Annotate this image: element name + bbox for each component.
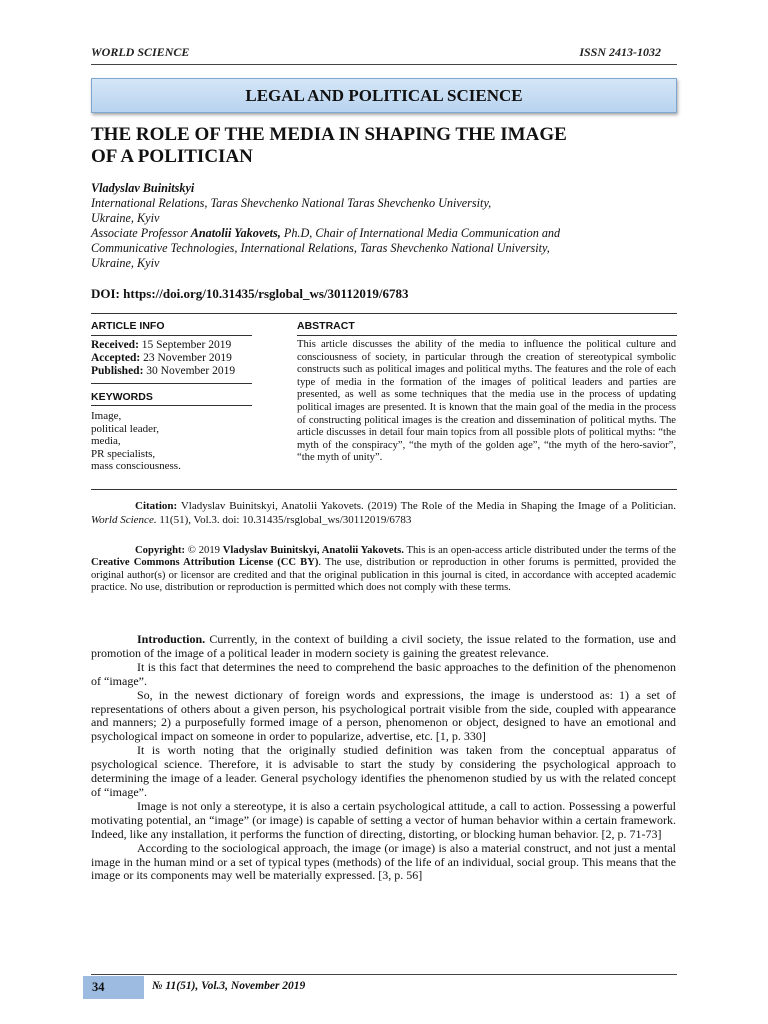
section-title: LEGAL AND POLITICAL SCIENCE — [245, 85, 523, 105]
intro-label: Introduction. — [137, 632, 206, 646]
copyright-holders: Vladyslav Buinitskyi, Anatolii Yakovets. — [222, 545, 404, 556]
keyword: Image, — [91, 410, 122, 422]
author-affiliation: Communicative Technologies, International Relations, Taras Shevchenko National University, — [91, 241, 550, 255]
page-number-box — [83, 976, 144, 999]
author-affiliation: International Relations, Taras Shevchenko National Taras Shevchenko University, — [91, 196, 492, 210]
issn: ISSN 2413-1032 — [579, 45, 661, 59]
paragraph: So, in the newest dictionary of foreign words and expressions, the image is understood as: 1) a set of representations of others about a given person, his psychological portrait visible from the side, coupled with appearance and manners; 2) a purposefully formed image of a person, phenomenon or object, designed to have an emotional and psychological impact on someone in order to popularize, advertise, etc. [1, p. 330] — [91, 687, 676, 744]
keyword: PR specialists, — [91, 447, 156, 460]
article-dates — [91, 339, 235, 378]
keyword: media, — [91, 435, 121, 447]
citation-text: Vladyslav Buinitskyi, Anatolii Yakovets. (2019) The Role of the Media in Shaping the Image of a Politician. — [177, 500, 676, 512]
copyright-year: © 2019 — [185, 545, 223, 556]
received-label: Received: — [91, 339, 139, 351]
author-affiliation: Ukraine, Kyiv — [91, 211, 160, 225]
footer-divider — [91, 974, 677, 975]
title-line: THE ROLE OF THE MEDIA IN SHAPING THE IMAGE — [91, 124, 567, 145]
article-body — [91, 633, 676, 883]
author-affiliation: Ukraine, Kyiv — [91, 256, 160, 270]
page-number: 34 — [92, 980, 105, 994]
abstract-text: This article discusses the ability of the media to influence the political culture and consciousness of society, in particular through the creation of stereotypical symbolic constructs such as political images and political myths. The features and the role of each type of media in the formation of the images of political leaders and parties are presented, as well as some techniques that the media use in the process of updating political images are presented. It is known that the main goal of the media in the process of constructing political images is the creation and dissemination of political myths. The article discusses in detail four main topics from all possible plots of political myths: “the myth of the conspiracy”, “the myth of the golden age”, “the myth of the hero-savior”, “the myth of unity”. — [297, 339, 676, 464]
copyright-notice — [91, 545, 676, 595]
paragraph-text: Currently, in the context of building a civil society, the issue related to the formation, use and promotion of the image of a political leader in modern society is gaining the greatest relevance. — [91, 632, 676, 660]
paragraph: It is this fact that determines the need to comprehend the basic approaches to the definition of the phenomenon of “image”. — [91, 659, 676, 688]
section-banner — [91, 78, 677, 113]
received-date: 15 September 2019 — [138, 339, 232, 351]
published-date: 30 November 2019 — [143, 365, 236, 377]
accepted-label: Accepted: — [91, 352, 141, 364]
license-name: Creative Commons Attribution License (CC BY) — [91, 557, 319, 569]
paragraph: According to the sociological approach, the image (or image) is also a material construct, and not just a mental image in the human mind or a set of typical types (methods) of the life of an individual, social group. This means that the image or its components may well be materially expressed. [3, p. 56] — [91, 840, 676, 883]
copyright-text: This is an open-access article distributed under the terms of the — [403, 545, 676, 556]
copyright-text: . The use, distribution or reproduction in other forums is permitted, provided the original author(s) or licensor are credited and that the original publication in this journal is cited, in accordance with accepted academic practice. No use, distribution or reproduction is permitted which does not comply with these terms. — [91, 557, 676, 594]
info-top-divider — [91, 313, 677, 314]
citation-rest: 11(51), Vol.3. doi: 10.31435/rsglobal_ws/30112019/6783 — [156, 513, 412, 526]
article-info-heading: ARTICLE INFO — [91, 320, 165, 332]
copyright-label: Copyright: — [135, 545, 186, 556]
title-line: OF A POLITICIAN — [91, 146, 253, 167]
author-affiliation: Ph.D, Chair of International Media Communication and — [280, 226, 561, 240]
article-title — [91, 124, 681, 168]
citation-journal: World Science. — [91, 513, 157, 526]
info-bottom-divider — [91, 489, 677, 490]
keywords-list — [91, 410, 181, 473]
abstract-divider — [297, 335, 677, 336]
keywords-heading: KEYWORDS — [91, 391, 153, 403]
paragraph: It is worth noting that the originally studied definition was taken from the conceptual apparatus of psychological science. Therefore, it is advisable to start the study by considering the psychological approach to determining the image of a leader. General psychology identifies the phenomenon studied by us with the related concept of “image”. — [91, 743, 676, 799]
paragraph — [91, 633, 676, 661]
keyword: mass consciousness. — [91, 460, 181, 472]
author-name: Vladyslav Buinitskyi — [91, 181, 195, 195]
info-divider — [91, 335, 252, 336]
author-title: Associate Professor — [91, 226, 191, 240]
citation — [91, 500, 676, 527]
citation-label: Citation: — [135, 500, 178, 512]
keywords-divider — [91, 405, 252, 406]
paragraph: Image is not only a stereotype, it is also a certain psychological attitude, a call to action. Possessing a powerful motivating potential, an “image” (or image) is capable of setting a vector of human behavior within a certain framework. Indeed, like any installation, it performs the function of directing, distorting, or blocking human behavior. [2, p. 71-73] — [91, 798, 676, 841]
abstract-heading: ABSTRACT — [297, 320, 355, 332]
journal-name: WORLD SCIENCE — [91, 45, 190, 59]
issue-info: № 11(51), Vol.3, November 2019 — [152, 980, 306, 992]
accepted-date: 23 November 2019 — [140, 352, 232, 364]
authors-block — [91, 181, 681, 271]
doi-link[interactable]: DOI: https://doi.org/10.31435/rsglobal_ws/30112019/6783 — [91, 286, 409, 301]
author-name: Anatolii Yakovets, — [190, 226, 281, 240]
published-label: Published: — [91, 365, 144, 377]
header-divider — [91, 64, 677, 65]
keyword: political leader, — [91, 422, 159, 435]
keywords-top-divider — [91, 383, 252, 384]
